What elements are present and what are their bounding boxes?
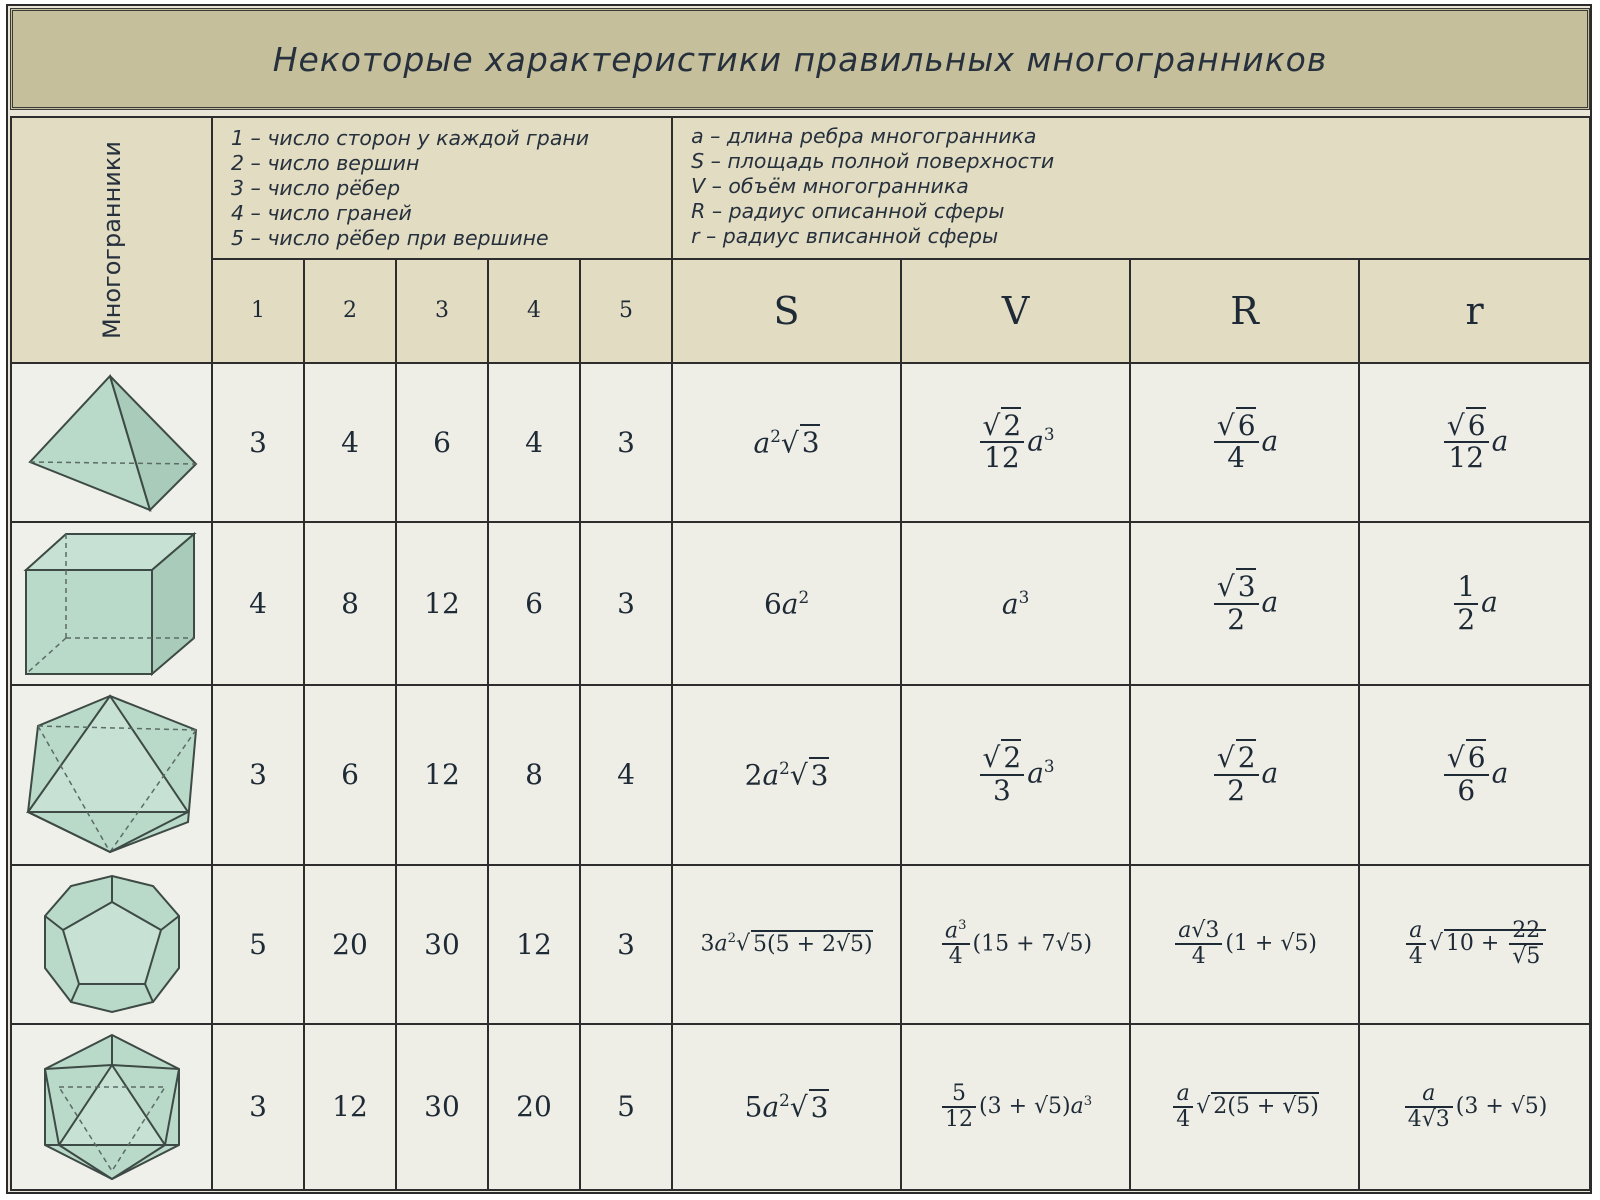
table-cell: 3 [580, 865, 672, 1024]
column-header-s: S [672, 259, 901, 363]
legend-line: V – объём многогранника [691, 174, 969, 198]
column-header-r-small: r [1359, 259, 1590, 363]
table-cell: 8 [488, 685, 580, 864]
formula-r-small: $\frac{a}{4}$ √ 10 + $\frac{22}{√5}$ [1359, 865, 1590, 1024]
formula-r-big: $\frac{√ 6}{4}$ a [1130, 363, 1359, 522]
legend-line: 1 – число сторон у каждой грани [231, 126, 590, 150]
polyhedra-column-header: Многогранники [11, 117, 212, 363]
column-header-5: 5 [580, 259, 672, 363]
table-row [11, 522, 1590, 685]
table-cell: 5 [212, 865, 304, 1024]
formula-r-big: $\frac{a}{4}$ √ 2(5 + √5) [1130, 1024, 1359, 1190]
table-cell: 12 [396, 522, 488, 685]
formula-r-small: $\frac{1}{2}$ a [1359, 522, 1590, 685]
formula-s: $3a^2√$ 5(5 + 2√5) [672, 865, 901, 1024]
table-row [11, 685, 1590, 864]
table-cell: 12 [488, 865, 580, 1024]
cube-icon [11, 522, 212, 685]
legend-line: R – радиус описанной сферы [691, 199, 1005, 223]
formula-v: $\frac{√ 2}{12}$ $a^3$ [901, 363, 1130, 522]
table-cell: 3 [580, 522, 672, 685]
table-cell: 6 [304, 685, 396, 864]
column-header-2: 2 [304, 259, 396, 363]
table-cell: 30 [396, 1024, 488, 1190]
table-cell: 3 [212, 685, 304, 864]
formula-s: $2a^2√$ 3 [672, 685, 901, 864]
table-cell: 20 [304, 865, 396, 1024]
page-title: Некоторые характеристики правильных многогранников [10, 8, 1590, 110]
legend-line: S – площадь полной поверхности [691, 149, 1055, 173]
legend-line: 3 – число рёбер [231, 176, 401, 200]
table-cell: 12 [396, 685, 488, 864]
table-cell: 4 [304, 363, 396, 522]
table-cell: 5 [580, 1024, 672, 1190]
table-row [11, 363, 1590, 522]
table-cell: 12 [304, 1024, 396, 1190]
legend-counts [212, 117, 672, 259]
column-header-4: 4 [488, 259, 580, 363]
table-cell: 3 [580, 363, 672, 522]
legend-line: 2 – число вершин [231, 151, 420, 175]
table-cell: 8 [304, 522, 396, 685]
table-cell: 30 [396, 865, 488, 1024]
formula-s: $5a^2√$ 3 [672, 1024, 901, 1190]
formula-r-small: $\frac{√ 6}{12}$ a [1359, 363, 1590, 522]
table-cell: 4 [488, 363, 580, 522]
polyhedra-table [10, 116, 1591, 1191]
tetrahedron-icon [11, 363, 212, 522]
column-header-r-big: R [1130, 259, 1359, 363]
column-header-1: 1 [212, 259, 304, 363]
legend-line: r – радиус вписанной сферы [691, 224, 999, 248]
table-cell: 20 [488, 1024, 580, 1190]
formula-v: $a^3$ [901, 522, 1130, 685]
formula-v: $\frac{a^3}{4}$ (15 + 7√5) [901, 865, 1130, 1024]
icosahedron-icon [11, 1024, 212, 1190]
octahedron-icon [11, 685, 212, 864]
legend-formulas [672, 117, 1590, 259]
formula-s: $6a^2$ [672, 522, 901, 685]
table-cell: 3 [212, 363, 304, 522]
formula-v: $\frac{√ 2}{3}$ $a^3$ [901, 685, 1130, 864]
formula-s: $a^2√$ 3 [672, 363, 901, 522]
formula-r-big: $\frac{√ 3}{2}$ a [1130, 522, 1359, 685]
table-row [11, 865, 1590, 1024]
formula-r-small: $\frac{√ 6}{6}$ a [1359, 685, 1590, 864]
table-cell: 4 [212, 522, 304, 685]
dodecahedron-icon [11, 865, 212, 1024]
formula-r-small: $\frac{a}{4√3}$ (3 + √5) [1359, 1024, 1590, 1190]
formula-r-big: $\frac{√ 2}{2}$ a [1130, 685, 1359, 864]
table-row [11, 1024, 1590, 1190]
table-cell: 4 [580, 685, 672, 864]
formula-r-big: $\frac{a√3}{4}$ (1 + √5) [1130, 865, 1359, 1024]
table-cell: 6 [488, 522, 580, 685]
legend-line: a – длина ребра многогранника [691, 124, 1037, 148]
legend-line: 5 – число рёбер при вершине [231, 226, 549, 250]
column-header-v: V [901, 259, 1130, 363]
column-header-3: 3 [396, 259, 488, 363]
legend-line: 4 – число граней [231, 201, 412, 225]
table-cell: 6 [396, 363, 488, 522]
table-cell: 3 [212, 1024, 304, 1190]
formula-v: $\frac{5}{12}$ $(3 + √5)a^3$ [901, 1024, 1130, 1190]
